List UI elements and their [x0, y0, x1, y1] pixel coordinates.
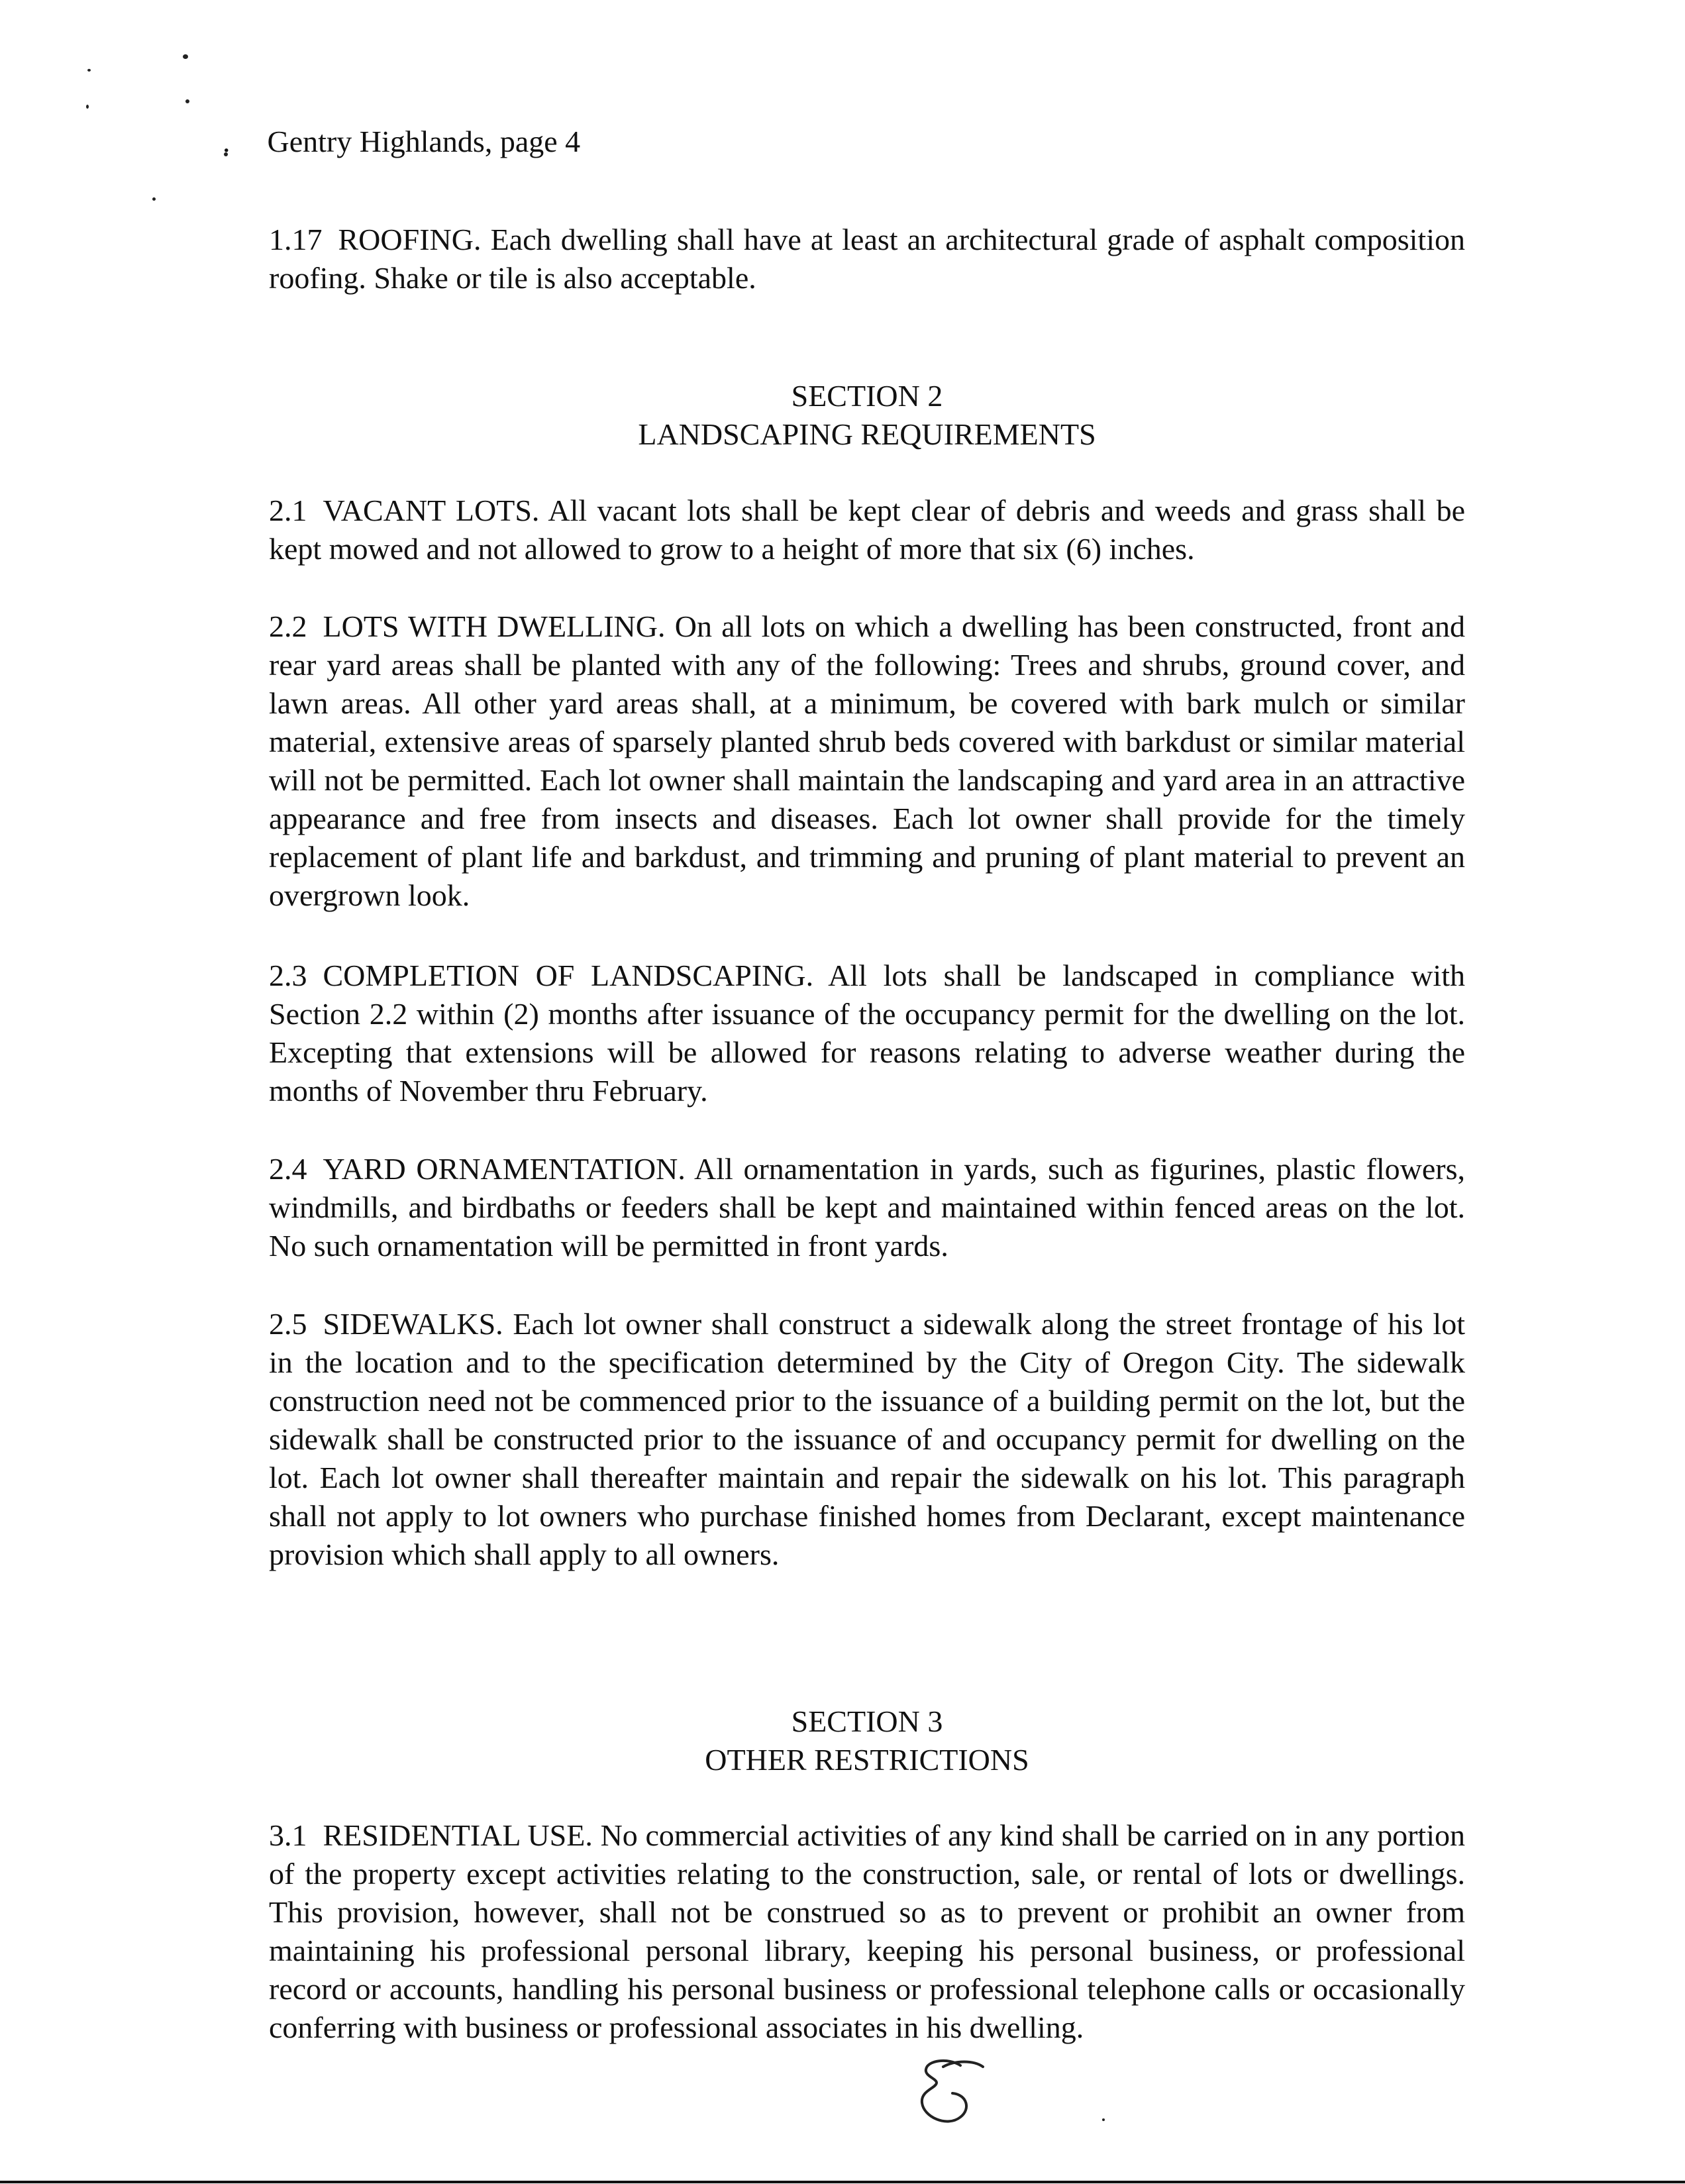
paragraph-text: YARD ORNAMENTATION. All ornamentation in yards, such as figurines, plastic flowers, windmills, and birdbaths or feeders shall be kept and maintained within fenced areas on the lot. No such ornamentation will be permitted in front yards. [269, 1152, 1465, 1263]
paragraph-number: 2.3 [269, 959, 307, 992]
paragraph-text: RESIDENTIAL USE. No commercial activities of any kind shall be carried on in any portion of the property except activities relating to the construction, sale, or rental of lots or dwellings. This provision, however, shall not be construed so as to prevent or prohibit an owner from maintaining his professional personal library, keeping his personal business, or professional record or accounts, handling his personal business or professional telephone calls or occasionally conferring with business or professional associates in his dwelling. [269, 1818, 1465, 2044]
section-title: SECTION 3 [791, 1704, 943, 1738]
header-bullet: . [223, 125, 230, 158]
paragraph-number: 2.4 [269, 1152, 307, 1186]
paragraph-number: 2.1 [269, 494, 307, 527]
paragraph-text: ROOFING. Each dwelling shall have at least an architectural grade of asphalt composition roofing. Shake or tile is also acceptable. [269, 223, 1465, 295]
section-2-heading [269, 377, 1465, 454]
paragraph-2-3 [269, 957, 1465, 1110]
paragraph-number: 3.1 [269, 1818, 307, 1852]
paragraph-number: 2.2 [269, 609, 307, 643]
paragraph-number: 2.5 [269, 1307, 307, 1341]
handwritten-page-number [914, 2054, 987, 2146]
paragraph-number: 1.17 [269, 223, 323, 256]
section-title: SECTION 2 [791, 379, 943, 413]
paragraph-text: SIDEWALKS. Each lot owner shall construct a sidewalk along the street frontage of his lot in the location and to the specification determined by the City of Oregon City. The sidewalk construction need not be commenced prior to the issuance of a building permit on the lot, but the sidewalk shall be constructed prior to the issuance of and occupancy permit for dwelling on the lot. Each lot owner shall thereafter maintain and repair the sidewalk on his lot. This paragraph shall not apply to lot owners who purchase finished homes from Declarant, except maintenance provision which shall apply to all owners. [269, 1307, 1465, 1571]
section-3-heading [269, 1702, 1465, 1779]
scan-speck [86, 105, 89, 109]
header-text: Gentry Highlands, page 4 [267, 125, 581, 158]
page-header [223, 122, 581, 162]
scan-speck [87, 69, 91, 72]
page-bottom-border [0, 2181, 1685, 2183]
paragraph-2-5 [269, 1305, 1465, 1574]
paragraph-3-1 [269, 1816, 1465, 2047]
paragraph-2-1 [269, 492, 1465, 568]
paragraph-2-4 [269, 1150, 1465, 1265]
paragraph-2-2 [269, 607, 1465, 915]
section-subtitle: OTHER RESTRICTIONS [705, 1743, 1029, 1777]
paragraph-text: LOTS WITH DWELLING. On all lots on which a dwelling has been constructed, front and rear yard areas shall be planted with any of the following: Trees and shrubs, ground cover, and lawn areas. All other yard areas shall, at a minimum, be covered with bark mulch or similar material, extensive areas of sparsely planted shrub beds covered with barkdust or similar material will not be permitted. Each lot owner shall maintain the landscaping and yard area in an attractive appearance and free from insects and diseases. Each lot owner shall provide for the timely replacement of plant life and barkdust, and trimming and pruning of plant material to prevent an overgrown look. [269, 609, 1465, 912]
scan-speck [1102, 2118, 1105, 2121]
scan-speck [152, 197, 156, 201]
paragraph-text: VACANT LOTS. All vacant lots shall be kept clear of debris and weeds and grass shall be kept mowed and not allowed to grow to a height of more that six (6) inches. [269, 494, 1465, 566]
section-subtitle: LANDSCAPING REQUIREMENTS [638, 417, 1096, 451]
paragraph-text: COMPLETION OF LANDSCAPING. All lots shall be landscaped in compliance with Section 2.2 within (2) months after issuance of the occupancy permit for the dwelling on the lot. Excepting that extensions will be allowed for reasons relating to adverse weather during the months of November thru February. [269, 959, 1465, 1108]
scan-speck [185, 99, 189, 103]
paragraph-1-17 [269, 221, 1465, 297]
scan-speck [183, 54, 188, 59]
